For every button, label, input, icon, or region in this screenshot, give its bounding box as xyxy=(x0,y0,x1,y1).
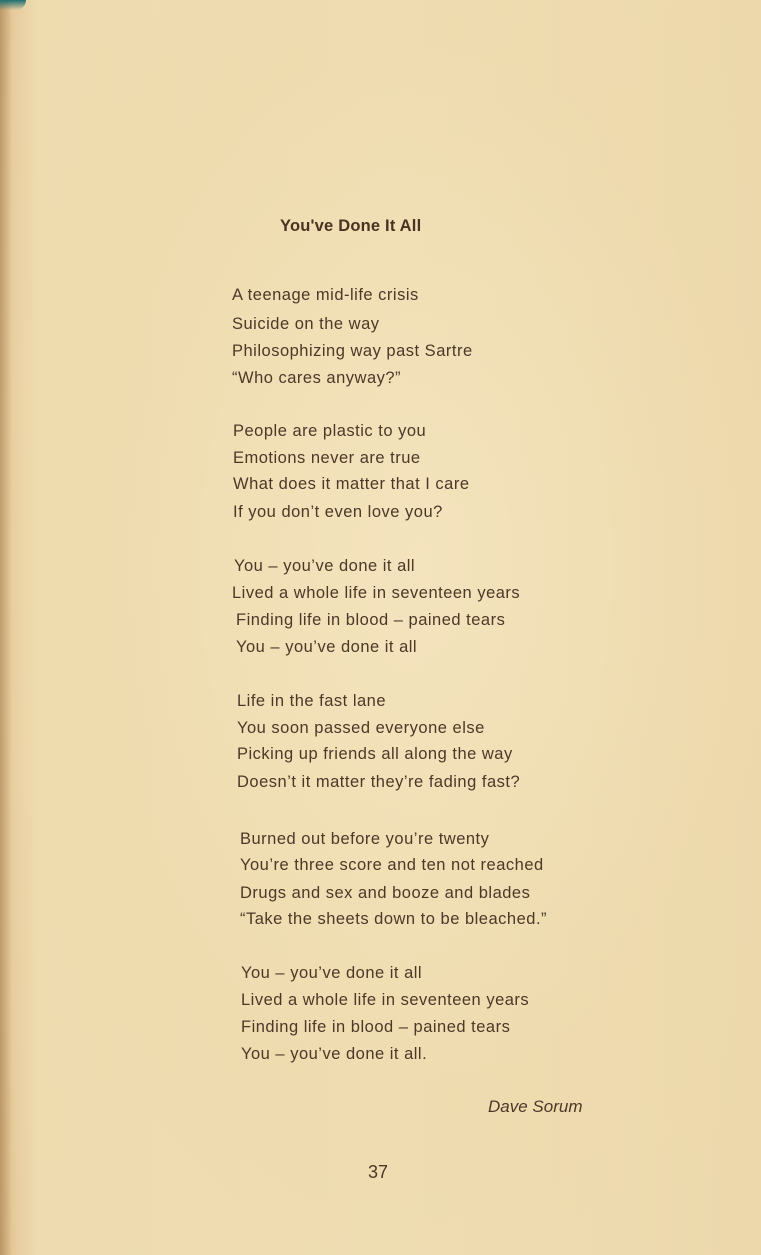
poem-line: You – you’ve done it all xyxy=(236,638,418,656)
poem-title: You've Done It All xyxy=(280,217,422,235)
poem-line: Emotions never are true xyxy=(233,449,421,467)
author-signature: Dave Sorum xyxy=(488,1097,583,1116)
spine-shadow xyxy=(0,0,12,1255)
poem-line: Suicide on the way xyxy=(232,315,380,333)
page-number: 37 xyxy=(368,1162,389,1182)
poem-line: Life in the fast lane xyxy=(237,692,387,710)
poem-line: Finding life in blood – pained tears xyxy=(236,611,506,629)
poem-line: Doesn’t it matter they’re fading fast? xyxy=(237,773,521,791)
poem-line: People are plastic to you xyxy=(233,422,427,440)
poem-line: Finding life in blood – pained tears xyxy=(241,1018,511,1036)
poem-line: You – you’ve done it all xyxy=(234,557,416,575)
poem-line: You’re three score and ten not reached xyxy=(240,856,544,874)
poem-line: Lived a whole life in seventeen years xyxy=(232,584,521,602)
poem-line: You – you’ve done it all. xyxy=(241,1045,428,1063)
poem-line: Drugs and sex and booze and blades xyxy=(240,884,531,902)
poem-line: You soon passed everyone else xyxy=(237,719,485,737)
poem-line: You – you’ve done it all xyxy=(241,964,423,982)
poem-line: A teenage mid-life crisis xyxy=(232,286,419,304)
poem-line: Burned out before you’re twenty xyxy=(240,830,490,848)
poem-line: Lived a whole life in seventeen years xyxy=(241,991,530,1009)
corner-mark xyxy=(0,0,26,10)
poem-line: Philosophizing way past Sartre xyxy=(232,342,473,360)
poem-line: What does it matter that I care xyxy=(233,475,470,493)
poem-line: “Who cares anyway?” xyxy=(232,369,402,387)
poem-line: “Take the sheets down to be bleached.” xyxy=(240,910,548,928)
poem-line: If you don’t even love you? xyxy=(233,503,443,521)
poem-line: Picking up friends all along the way xyxy=(237,745,513,763)
